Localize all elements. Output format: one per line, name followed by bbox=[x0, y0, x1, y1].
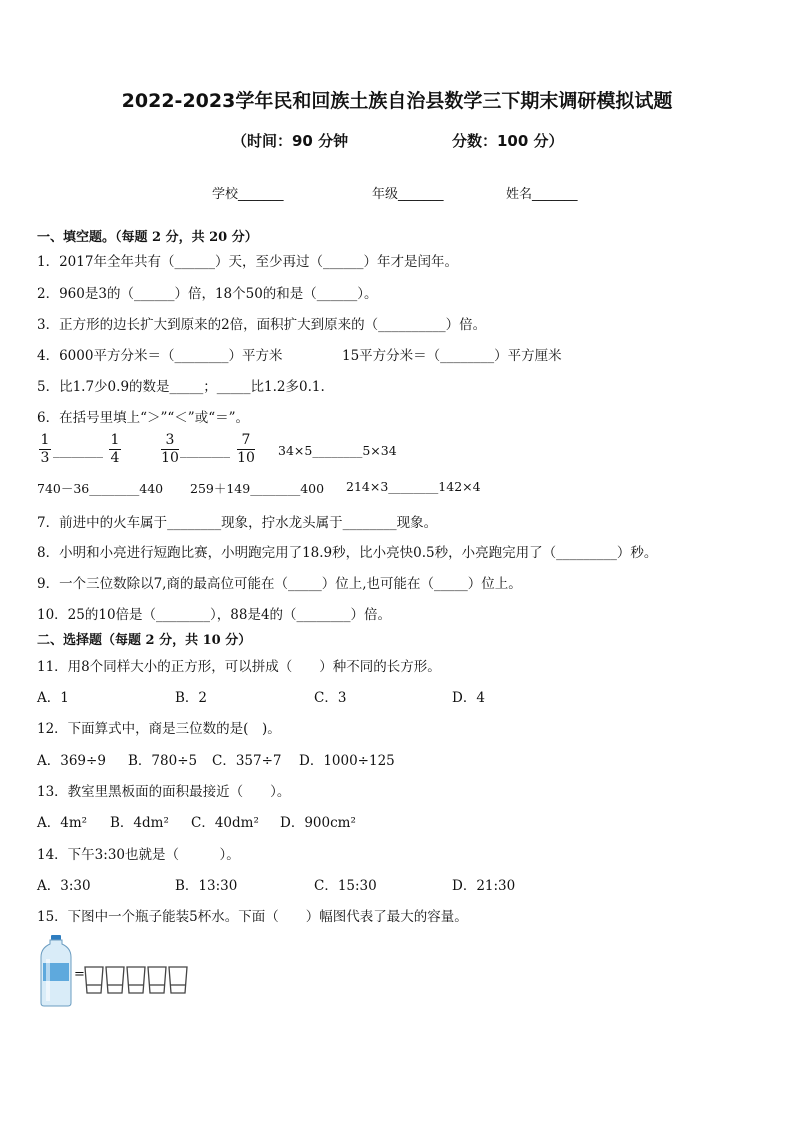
cups-row bbox=[84, 965, 190, 995]
question-11: 11．用8个同样大小的正方形，可以拼成（ ）种不同的长方形。 bbox=[37, 659, 441, 675]
section2-heading: 二、选择题（每题 2 分，共 10 分） bbox=[37, 633, 252, 648]
cup-icon bbox=[148, 967, 166, 993]
question-3: 3．正方形的边长扩大到原来的2倍，面积扩大到原来的（__________）倍。 bbox=[37, 317, 487, 333]
question-6: 6．在括号里填上“＞”“＜”或“＝”。 bbox=[37, 410, 249, 426]
compare-item: 214×3________142×4 bbox=[346, 479, 481, 494]
compare-item: 259＋149________400 bbox=[190, 481, 325, 496]
denominator: 10 bbox=[161, 450, 179, 466]
option-b: B．13:30 bbox=[175, 878, 238, 894]
question-4a: 4．6000平方分米＝（________）平方米 bbox=[37, 348, 283, 364]
fraction-7-10 bbox=[237, 432, 255, 467]
denominator: 10 bbox=[237, 450, 255, 466]
option-a: A．1 bbox=[37, 690, 69, 706]
equals-sign: = bbox=[74, 967, 85, 982]
denominator: 4 bbox=[110, 450, 120, 466]
option-a: A．4m² bbox=[37, 815, 88, 831]
question-1: 1．2017年全年共有（______）天，至少再过（______）年才是闰年。 bbox=[37, 254, 458, 270]
option-d: D．1000÷125 bbox=[299, 753, 395, 769]
option-d: D．900cm² bbox=[280, 815, 356, 831]
school-field: 学校_______ bbox=[212, 187, 284, 202]
option-b: B．780÷5 bbox=[128, 753, 198, 769]
question-10: 10．25的10倍是（________），88是4的（________）倍。 bbox=[37, 607, 392, 623]
fraction-1-3 bbox=[39, 432, 51, 467]
question-8: 8．小明和小亮进行短跑比赛，小明跑完用了18.9秒，比小亮快0.5秒，小亮跑完用了（_________）秒。 bbox=[37, 545, 658, 561]
question-14: 14．下午3:30也就是（ ）。 bbox=[37, 847, 240, 863]
option-a: A．3:30 bbox=[37, 878, 91, 894]
option-b: B．2 bbox=[175, 690, 208, 706]
numerator: 1 bbox=[40, 432, 50, 448]
option-c: C．3 bbox=[314, 690, 347, 706]
exam-time: （时间：90 分钟 bbox=[232, 132, 349, 150]
option-b: B．4dm² bbox=[110, 815, 169, 831]
name-field: 姓名_______ bbox=[506, 187, 578, 202]
question-7: 7．前进中的火车属于________现象，拧水龙头属于________现象。 bbox=[37, 515, 438, 531]
numerator: 7 bbox=[241, 432, 251, 448]
page-title: 2022-2023学年民和回族土族自治县数学三下期末调研模拟试题 bbox=[121, 90, 673, 112]
option-c: C．15:30 bbox=[314, 878, 377, 894]
exam-score: 分数：100 分） bbox=[452, 132, 564, 150]
numerator: 3 bbox=[165, 432, 175, 448]
blank: ________ bbox=[53, 443, 103, 458]
compare-item: 34×5________5×34 bbox=[278, 443, 397, 458]
option-d: D．4 bbox=[452, 690, 485, 706]
cup-icon bbox=[127, 967, 145, 993]
section1-heading: 一、填空题。（每题 2 分，共 20 分） bbox=[37, 230, 258, 245]
question-13: 13．教室里黑板面的面积最接近（ ）。 bbox=[37, 784, 291, 800]
blank: ________ bbox=[180, 443, 230, 458]
denominator: 3 bbox=[40, 450, 50, 466]
numerator: 1 bbox=[110, 432, 120, 448]
water-bottle-icon bbox=[37, 935, 75, 1007]
option-d: D．21:30 bbox=[452, 878, 516, 894]
option-a: A．369÷9 bbox=[37, 753, 106, 769]
fraction-3-10 bbox=[161, 432, 179, 467]
fraction-1-4 bbox=[109, 432, 121, 467]
cup-icon bbox=[169, 967, 187, 993]
question-12: 12．下面算式中，商是三位数的是( )。 bbox=[37, 721, 281, 737]
question-2: 2．960是3的（______）倍，18个50的和是（______）。 bbox=[37, 286, 378, 302]
cup-icon bbox=[106, 967, 124, 993]
option-c: C．40dm² bbox=[191, 815, 259, 831]
question-4b: 15平方分米＝（________）平方厘米 bbox=[342, 348, 562, 364]
grade-field: 年级_______ bbox=[372, 187, 444, 202]
question-15: 15．下图中一个瓶子能装5杯水。下面（ ）幅图代表了最大的容量。 bbox=[37, 909, 468, 925]
cup-icon bbox=[85, 967, 103, 993]
compare-item: 740－36________440 bbox=[37, 481, 164, 496]
question-9: 9．一个三位数除以7,商的最高位可能在（_____）位上,也可能在（_____）位上。 bbox=[37, 576, 522, 592]
option-c: C．357÷7 bbox=[212, 753, 282, 769]
question-5: 5．比1.7少0.9的数是_____；_____比1.2多0.1. bbox=[37, 379, 325, 395]
